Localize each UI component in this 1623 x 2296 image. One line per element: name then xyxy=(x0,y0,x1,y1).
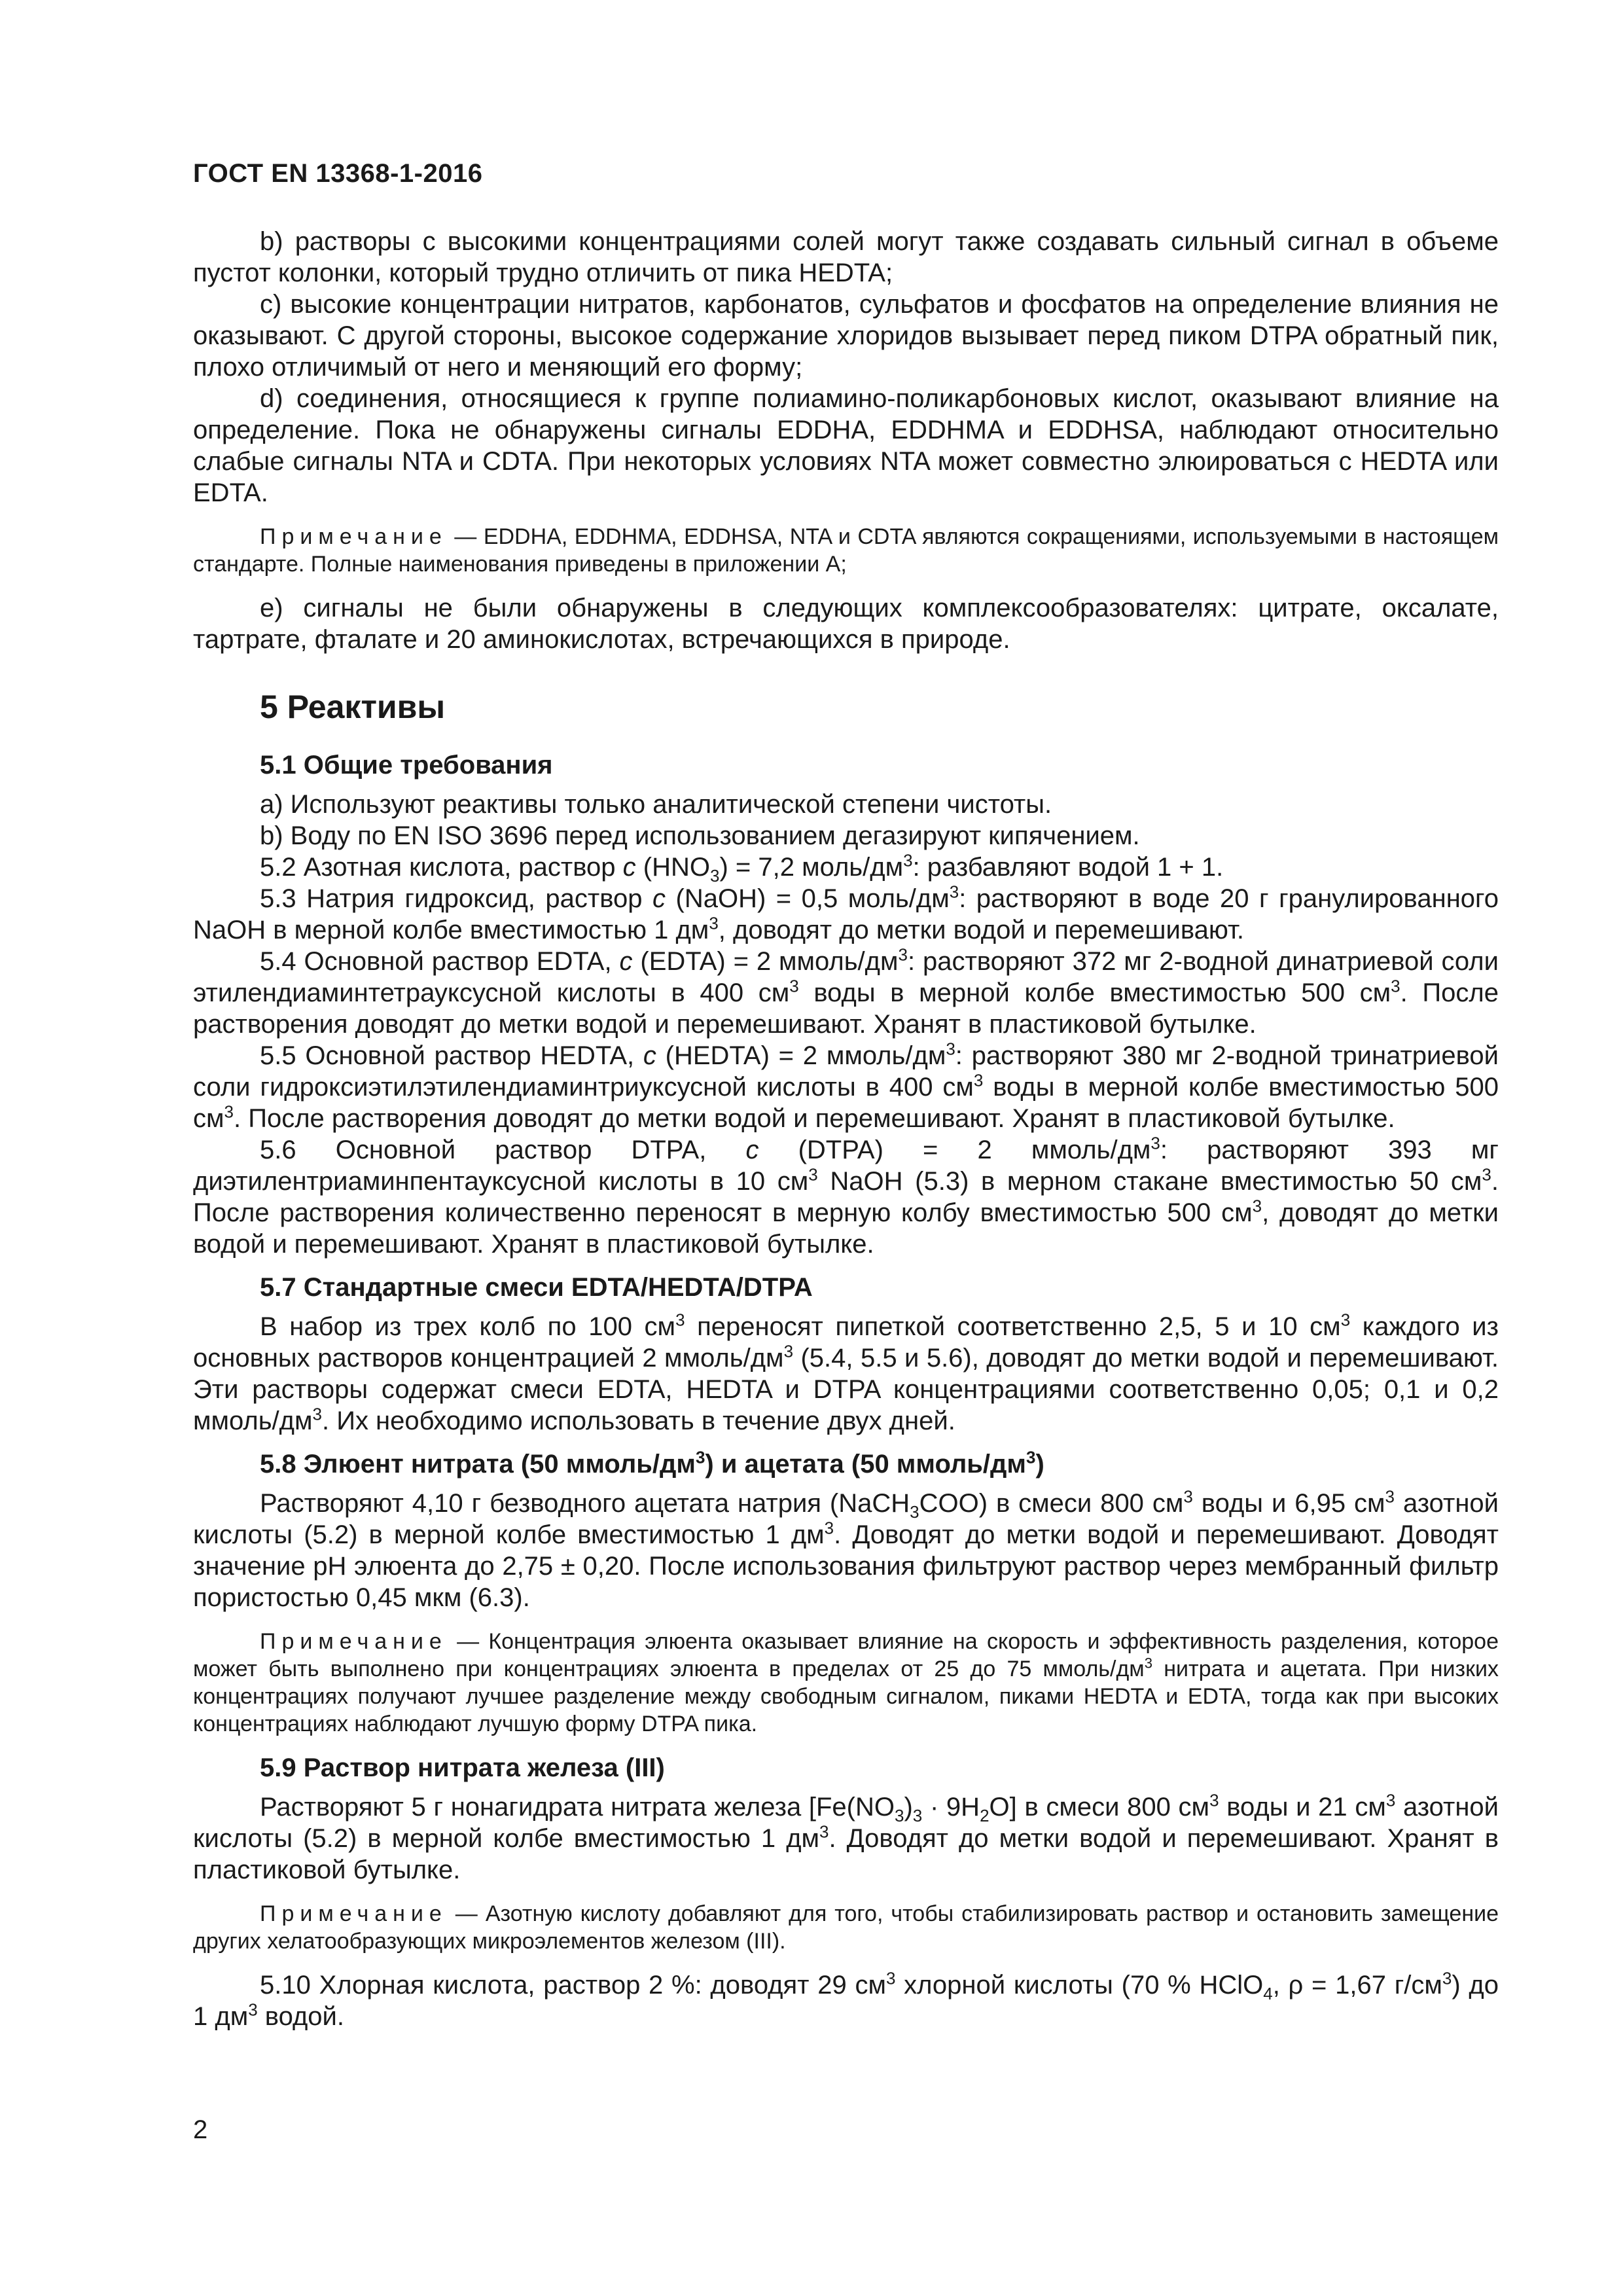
item-d: d) соединения, относящиеся к группе полиамино-поликарбоновых кислот, оказывают влияние на определение. Пока не обнаружены сигналы EDDHA, EDDHMA и EDDHSA, наблюдают относительно слабые сигналы NTA и CDTA. При некоторых условиях NTA может совместно элюироваться с HEDTA или EDTA. xyxy=(193,384,1499,507)
note-label: Примечание xyxy=(260,524,448,549)
item-b: b) растворы с высокими концентрациями солей могут также создавать сильный сигнал в объеме пустот колонки, который трудно отличить от пика HEDTA; xyxy=(193,227,1499,287)
page-number: 2 xyxy=(193,2115,208,2144)
section-5-4: 5.4 Основной раствор EDTA, c (EDTA) = 2 ммоль/$дм^3$: растворяют 372 мг 2-водной динатриевой соли этилендиаминтетрауксусной кислоты в 400 $см^3$ воды в мерной колбе вместимостью 500 $см^3$. После растворения доводят до метки водой и перемешивают. Хранят в пластиковой бутылке. xyxy=(193,944,1499,1039)
section-5-8-text: Растворяют 4,10 г безводного ацетата натрия (NaCH$_3$COO) в смеси 800 $см^3$ воды и 6,95 $см^3$ азотной кислоты (5.2) в мерной колбе вместимостью 1 $дм^3$. Доводят до метки водой и перемешивают. Доводят значение pH элюента до 2,75 ± 0,20. После использования фильтруют раствор через мембранный фильтр пористостью 0,45 мкм (6.3). xyxy=(193,1486,1499,1612)
section-5-1-a: a) Используют реактивы только аналитической степени чистоты. xyxy=(260,790,1052,819)
section-5-9-title: 5.9 Раствор нитрата железа (III) xyxy=(260,1753,665,1782)
note-nitric-acid: Примечание — Азотную кислоту добавляют для того, чтобы стабилизировать раствор и остановить замещение других хелатообразующих микроэлементов железом (III). xyxy=(193,1901,1499,1954)
section-5-7-title: 5.7 Стандартные смеси EDTA/HEDTA/DTPA xyxy=(260,1273,813,1302)
section-5-8-title: 5.8 Элюент нитрата (50 ммоль/$дм^3$) и ацетата (50 ммоль/$дм^3$) xyxy=(260,1447,1044,1479)
section-5-1-title: 5.1 Общие требования xyxy=(260,751,553,780)
document-header: ГОСТ EN 13368-1-2016 xyxy=(193,159,483,188)
section-5-1-b: b) Воду по EN ISO 3696 перед использованием дегазируют кипячением. xyxy=(260,821,1140,850)
item-c: c) высокие концентрации нитратов, карбонатов, сульфатов и фосфатов на определение влияния не оказывают. С другой стороны, высокое содержание хлоридов вызывает перед пиком DTPA обратный пик, плохо отличимый от него и меняющий его форму; xyxy=(193,290,1499,382)
section-5-7-text: В набор из трех колб по 100 $см^3$ переносят пипеткой соответственно 2,5, 5 и 10 $см^3$ каждого из основных растворов концентрацией 2 ммоль/$дм^3$ (5.4, 5.5 и 5.6), доводят до метки водой и перемешивают. Эти растворы содержат смеси EDTA, HEDTA и DTPA концентрациями соответственно 0,05; 0,1 и 0,2 ммоль/$дм^3$. Их необходимо использовать в течение двух дней. xyxy=(193,1310,1499,1435)
section-5-3: 5.3 Натрия гидроксид, раствор c (NaOH) = 0,5 моль/$дм^3$: растворяют в воде 20 г гранулированного NaOH в мерной колбе вместимостью 1 $дм^3$, доводят до метки водой и перемешивают. xyxy=(193,882,1499,944)
section-5-10: 5.10 Хлорная кислота, раствор 2 %: доводят 29 $см^3$ хлорной кислоты (70 % HClO$_4$, ρ = 1,67 $г/см^3$) до 1 $дм^3$ водой. xyxy=(193,1968,1499,2031)
section-5-title: 5 Реактивы xyxy=(260,689,446,725)
section-5-6: 5.6 Основной раствор DTPA, c (DTPA) = 2 ммоль/$дм^3$: растворяют 393 мг диэтилентриаминпентауксусной кислоты в 10 $см^3$ NaOH (5.3) в мерном стакане вместимостью 50 $см^3$. После растворения количественно переносят в мерную колбу вместимостью 500 $см^3$, доводят до метки водой и перемешивают. Хранят в пластиковой бутылке. xyxy=(193,1133,1499,1259)
note-abbreviations: Примечание — EDDHA, EDDHMA, EDDHSA, NTA и CDTA являются сокращениями, используемыми в настоящем стандарте. Полные наименования приведены в приложении А; xyxy=(193,524,1499,577)
note-eluent-concentration: Примечание — Концентрация элюента оказывает влияние на скорость и эффективность разделения, которое может быть выполнено при концентрациях элюента в пределах от 25 до 75 ммоль/$дм^3$ нитрата и ацетата. При низких концентрациях получают лучшее разделение между свободным сигналом, пиками HEDTA и EDTA, тогда как при высоких концентрациях наблюдают лучшую форму DTPA пика. xyxy=(193,1629,1499,1736)
document-body xyxy=(193,226,1499,2032)
section-5-2: 5.2 Азотная кислота, раствор c $(HNO_3) = 7,2$ моль/$дм^3$: разбавляют водой 1 + 1. xyxy=(260,850,1224,886)
section-5-5: 5.5 Основной раствор HEDTA, c (HEDTA) = 2 ммоль/$дм^3$: растворяют 380 мг 2-водной тринатриевой соли гидроксиэтилэтилендиаминтриуксусной кислоты в 400 $см^3$ воды в мерной колбе вместимостью 500 $см^3$. После растворения доводят до метки водой и перемешивают. Хранят в пластиковой бутылке. xyxy=(193,1039,1499,1133)
section-5-9-text: Растворяют 5 г нонагидрата нитрата железа $[Fe(NO_3)_3 \cdot 9H_2O]$ в смеси 800 $см^3$ воды и 21 $см^3$ азотной кислоты (5.2) в мерной колбе вместимостью 1 $дм^3$. Доводят до метки водой и перемешивают. Хранят в пластиковой бутылке. xyxy=(193,1790,1499,1884)
item-e: e) сигналы не были обнаружены в следующих комплексообразователях: цитрате, оксалате, тартрате, фталате и 20 аминокислотах, встречающихся в природе. xyxy=(193,594,1499,654)
